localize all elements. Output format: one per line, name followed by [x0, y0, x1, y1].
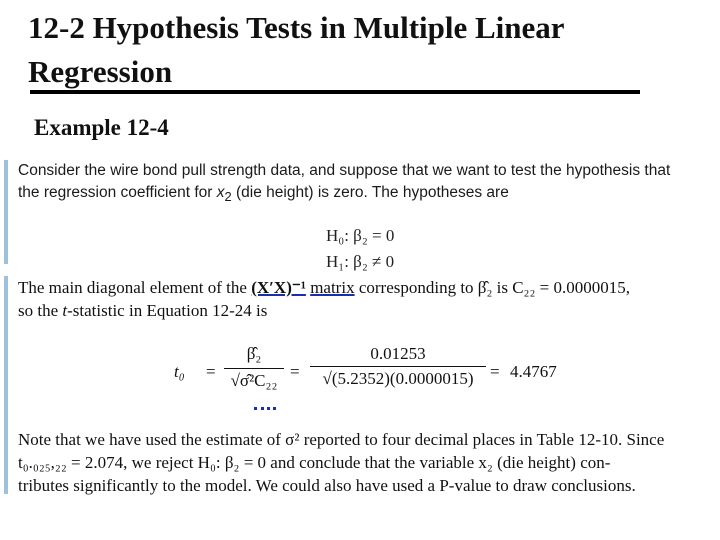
conclusion-line-1: Note that we have used the estimate of σ² reported to four decimal places in Table 12-10. Since — [18, 430, 665, 449]
t-statistic-equation: t₀ = β̂₂ √σ̂²C₂₂ = 0.01253 √(5.2352)(0.0000015) = 4.4767 — [170, 340, 590, 410]
title-underline — [30, 90, 640, 94]
conclusion-line-2: t₀.₀₂₅,₂₂ = 2.074, we reject H₀: β₂ = 0 and conclude that the variable x₂ (die height) con- — [18, 453, 611, 472]
null-hypothesis: H₀: β₂ = 0 — [326, 226, 395, 245]
intro-paragraph — [18, 160, 718, 208]
alternative-hypothesis: H₁: β₂ ≠ 0 — [326, 252, 395, 271]
intro-line-1: Consider the wire bond pull strength data, and suppose that we want to test the hypothesis that — [18, 162, 671, 179]
matrix-line-2: so the t-statistic in Equation 12-24 is — [18, 301, 268, 320]
t0-symbol: t₀ — [174, 362, 185, 381]
matrix-line-1: The main diagonal element of the (X′X)⁻¹ matrix corresponding to β̂₂ is C₂₂ = 0.0000015, — [18, 278, 630, 297]
handwritten-underline — [254, 403, 276, 410]
conclusion-paragraph — [18, 428, 718, 497]
fraction-symbolic: β̂₂ √σ̂²C₂₂ — [222, 344, 286, 393]
intro-line-2: the regression coefficient for $x_2$ (die height) is zero. The hypotheses are — [18, 184, 509, 205]
slide-title: 12-2 Hypothesis Tests in Multiple Linear Regression — [28, 10, 564, 89]
t-statistic-value: 4.4767 — [510, 362, 557, 381]
fraction-numeric: 0.01253 √(5.2352)(0.0000015) — [308, 344, 488, 389]
left-accent-bar — [4, 160, 8, 264]
example-heading: Example 12-4 — [34, 115, 169, 140]
matrix-term: (X′X)⁻¹ — [251, 278, 306, 297]
conclusion-line-3: tributes significantly to the model. We could also have used a P-value to draw conclusions. — [18, 476, 636, 495]
matrix-paragraph — [18, 276, 718, 322]
left-accent-bar — [4, 276, 8, 494]
